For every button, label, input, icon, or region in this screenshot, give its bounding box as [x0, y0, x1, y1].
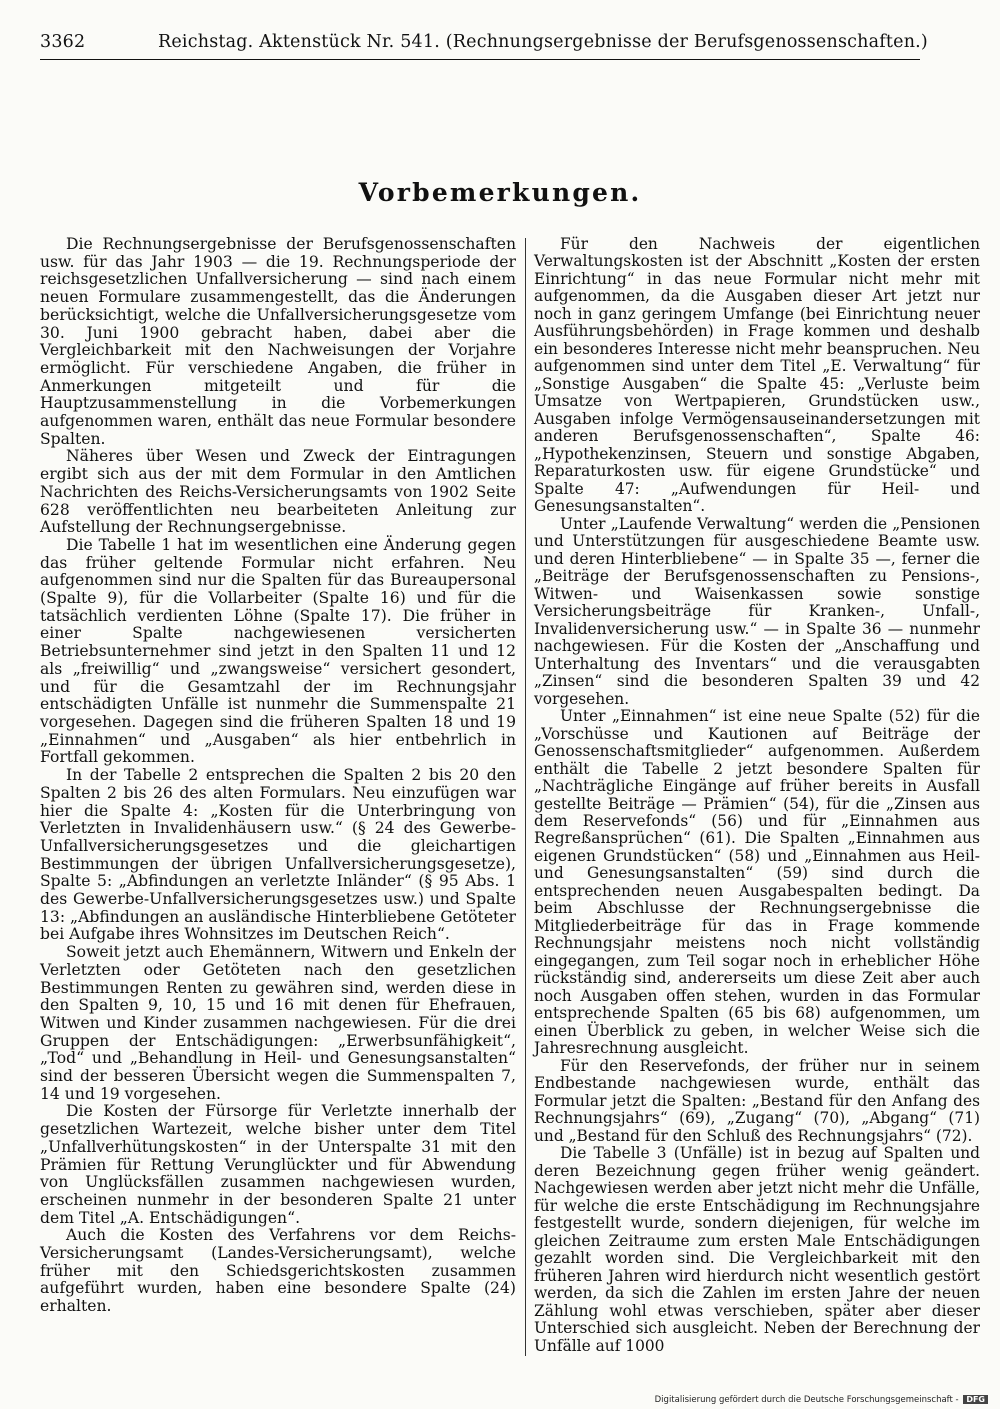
paragraph: Auch die Kosten des Verfahrens vor dem Reichs-Versicherungsamt (Landes-Versicherungsamt), welche früher mit den Schiedsgerichtskosten zusammen aufgeführt wurden, haben eine besondere Spalte (24) erhalten.: [40, 1226, 516, 1316]
paragraph: Für den Nachweis der eigentlichen Verwaltungskosten ist der Abschnitt „Kosten der ersten Einrichtung“ in das neue Formular nicht mehr mit aufgenommen, da die Ausgaben dieser Art jetzt nur noch in ganz geringem Umfange (bei Einrichtung neuer Ausführungsbehörden) in Frage kommen und deshalb ein besonderes Interesse nicht mehr beanspruchen. Neu aufgenommen sind unter dem Titel „E. Verwaltung“ für „Sonstige Ausgaben“ die Spalte 45: „Verluste beim Umsatze von Wertpapieren, Grundstücken usw., Ausgaben infolge Vermögensauseinandersetzungen mit anderen Berufsgenossenschaften“, Spalte 46: „Hypothekenzinsen, Steuern und sonstige Abgaben, Reparaturkosten usw. für eigene Grundstücke“ und Spalte 47: „Aufwendungen für Heil- und Genesungsanstalten“.: [534, 235, 980, 516]
paragraph: Für den Reservefonds, der früher nur in seinem Endbestande nachgewiesen wurde, enthält das Formular jetzt die Spalten: „Bestand für den Anfang des Rechnungsjahrs“ (69), „Zugang“ (70), „Abgang“ (71) und „Bestand für den Schluß des Rechnungsjahrs“ (72).: [534, 1056, 980, 1145]
left-column: [40, 236, 516, 1316]
header-rule: [40, 59, 920, 60]
running-header: [40, 32, 928, 58]
page-number: 3362: [40, 32, 86, 52]
paragraph: Soweit jetzt auch Ehemännern, Witwern und Enkeln der Verletzten oder Getöteten nach den gesetzlichen Bestimmungen Renten zu gewähren sind, werden diese in den Spalten 9, 10, 15 und 16 mit denen für Ehefrauen, Witwen und Kinder zusammen nachgewiesen. Für die drei Gruppen der Entschädigungen: „Erwerbsunfähigkeit“, „Tod“ und „Behandlung in Heil- und Genesungsanstalten“ sind der besseren Übersicht wegen die Summenspalten 7, 14 und 19 vorgesehen.: [40, 943, 516, 1103]
dfg-logo: DFG: [963, 1395, 988, 1404]
right-column: [534, 236, 980, 1355]
paragraph: In der Tabelle 2 entsprechen die Spalten 2 bis 20 den Spalten 2 bis 26 des alten Formulars. Neu einzufügen war hier die Spalte 4: „Kosten für die Unterbringung von Verletzten in Invalidenhäusern usw.“ (§ 24 des Gewerbe-Unfallversicherungsgesetzes und die gleichartigen Bestimmungen der übrigen Unfallversicherungsgesetze), Spalte 5: „Abfindungen an verletzte Inländer“ (§ 95 Abs. 1 des Gewerbe-Unfallversicherungsgesetzes usw.) und Spalte 13: „Abfindungen an ausländische Hinterbliebene Getöteter bei Aufgabe ihres Wohnsitzes im Deutschen Reich“.: [40, 766, 516, 944]
section-heading: Vorbemerkungen.: [358, 178, 642, 207]
paragraph: Die Rechnungsergebnisse der Berufsgenossenschaften usw. für das Jahr 1903 — die 19. Rechnungsperiode der reichsgesetzlichen Unfallversicherung — sind nach einem neuen Formulare zusammengestellt, das die Änderungen berücksichtigt, welche die Unfallversicherungsgesetze vom 30. Juni 1900 gebracht haben, dabei aber die Vergleichbarkeit mit den Nachweisungen der Vorjahre ermöglicht. Für verschiedene Angaben, die früher in Anmerkungen mitgeteilt und für die Hauptzusammenstellung in die Vorbemerkungen aufgenommen waren, enthält das neue Formular besondere Spalten.: [40, 235, 516, 448]
paragraph: Die Kosten der Fürsorge für Verletzte innerhalb der gesetzlichen Wartezeit, welche bisher unter dem Titel „Unfallverhütungskosten“ in der Unterspalte 31 mit den Prämien für Rettung Verunglückter und für Abwendung von Unglücksfällen zusammen nachgewiesen wurden, erscheinen nunmehr in der besonderen Spalte 21 unter dem Titel „A. Entschädigungen“.: [40, 1102, 516, 1227]
header-title: Reichstag. Aktenstück Nr. 541. (Rechnungsergebnisse der Berufsgenossenschaften.): [158, 32, 928, 52]
paragraph: Die Tabelle 3 (Unfälle) ist in bezug auf Spalten und deren Bezeichnung gegen früher wenig geändert. Nachgewiesen werden aber jetzt nicht mehr die Unfälle, für welche die erste Entschädigung im Rechnungsjahre festgestellt wurde, sondern diejenigen, für welche im gleichen Zeitraume zum ersten Male Entschädigungen gezahlt worden sind. Die Vergleichbarkeit mit den früheren Jahren wird hierdurch nicht wesentlich gestört werden, da sich die Zahlen im ersten Jahre der neuen Zählung wohl etwas verschieben, später aber dieser Unterschied sich ausgleicht. Neben der Berechnung der Unfälle auf 1000: [534, 1144, 980, 1355]
paragraph: Die Tabelle 1 hat im wesentlichen eine Änderung gegen das früher geltende Formular nicht erfahren. Neu aufgenommen sind nur die Spalten für das Bureaupersonal (Spalte 9), für die Vollarbeiter (Spalte 16) und für die tatsächlich verdienten Löhne (Spalte 17). Die früher in einer Spalte nachgewiesenen versicherten Betriebsunternehmer sind jetzt in den Spalten 11 und 12 als „freiwillig“ und „zwangsweise“ versichert gesondert, und für die Gesamtzahl der im Rechnungsjahr entschädigten Unfälle ist nunmehr die Summenspalte 21 vorgesehen. Dagegen sind die früheren Spalten 18 und 19 „Einnahmen“ und „Ausgaben“ als hier entbehrlich in Fortfall gekommen.: [40, 535, 516, 767]
digitization-footer: [655, 1395, 988, 1405]
paragraph: Unter „Laufende Verwaltung“ werden die „Pensionen und Unterstützungen für ausgeschiedene Beamte usw. und deren Hinterbliebene“ — in Spalte 35 —, ferner die „Beiträge der Berufsgenossenschaften zu Pensions-, Witwen- und Waisenkassen sowie sonstige Versicherungsbeiträge für Kranken-, Unfall-, Invalidenversicherung usw.“ — in Spalte 36 — nunmehr nachgewiesen. Für die Kosten der „Anschaffung und Unterhaltung des Inventars“ und die verausgabten „Zinsen“ sind die besonderen Spalten 39 und 42 vorgesehen.: [534, 514, 980, 708]
footer-text: Digitalisierung gefördert durch die Deutsche Forschungsgemeinschaft -: [654, 1395, 959, 1405]
column-divider: [525, 238, 526, 1356]
paragraph: Unter „Einnahmen“ ist eine neue Spalte (52) für die „Vorschüsse und Kautionen auf Beiträge der Genossenschaftsmitglieder“ aufgenommen. Außerdem enthält die Tabelle 2 jetzt besondere Spalten für „Nachträgliche Eingänge auf früher bereits in Ausfall gestellte Beiträge — Prämien“ (54), für die „Zinsen aus dem Reservefonds“ (56) und für „Einnahmen aus Regreßansprüchen“ (61). Die Spalten „Einnahmen aus eigenen Grundstücken“ (58) und „Einnahmen aus Heil- und Genesungsanstalten“ (59) sind durch die entsprechenden neuen Ausgabespalten bedingt. Da beim Abschlusse der Rechnungsergebnisse die Mitgliederbeiträge für das in Frage kommende Rechnungsjahr meistens noch nicht vollständig eingegangen, zum Teil sogar noch in erheblicher Höhe rückständig sind, andererseits um diese Zeit aber auch noch Ausgaben offen stehen, wurden in das Formular entsprechende Spalten (65 bis 68) aufgenommen, um einen Überblick zu geben, in welcher Weise sich die Jahresrechnung ausgleicht.: [534, 707, 980, 1058]
paragraph: Näheres über Wesen und Zweck der Eintragungen ergibt sich aus der mit dem Formular in den Amtlichen Nachrichten des Reichs-Versicherungsamts von 1902 Seite 628 veröffentlichten neu bearbeiteten Anleitung zur Aufstellung der Rechnungsergebnisse.: [40, 447, 516, 537]
